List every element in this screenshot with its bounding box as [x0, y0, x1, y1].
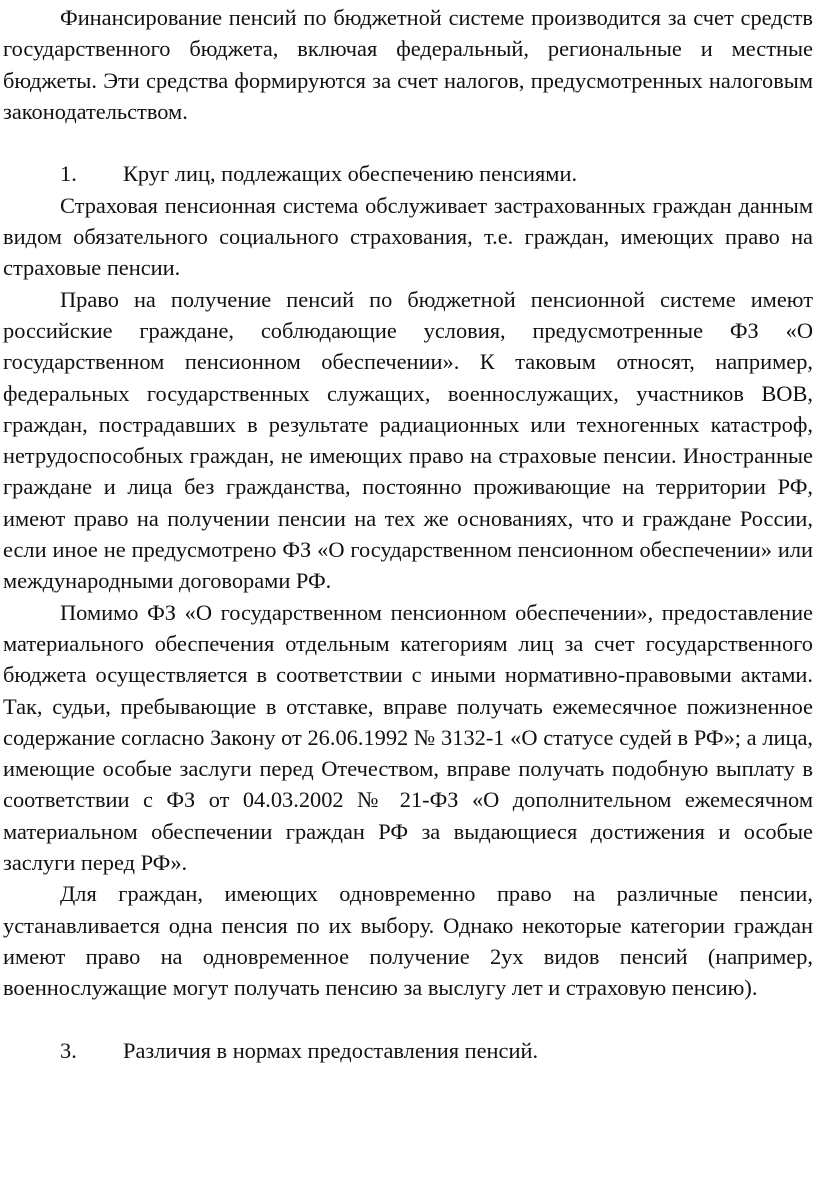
section-number: 3.	[60, 1037, 77, 1063]
paragraph-multiple-pensions: Для граждан, имеющих одновременно право на различные пенсии, устанавливается одна пенсия по их выбору. Однако некоторые категории граждан имеют право на одновременное получение 2ух видов пенсий (например, военнослужащие могут получать пенсию за выслугу лет и страховую пенсию).	[3, 881, 813, 1001]
paragraph-intro: Финансирование пенсий по бюджетной системе производится за счет средств государственного бюджета, включая федеральный, региональные и местные бюджеты. Эти средства формируются за счет налогов, предусмотренных налоговым законодательством.	[3, 5, 813, 124]
paragraph-budget-pension-right: Право на получение пенсий по бюджетной пенсионной системе имеют российские граждане, соблюдающие условия, предусмотренные ФЗ «О государственном пенсионном обеспечении». К таковым относят, например, федеральных государственных служащих, военнослужащих, участников ВОВ, граждан, пострадавших в результате радиационных или техногенных катастроф, нетрудоспособных граждан, не имеющих право на страховые пенсии. Иностранные граждане и лица без гражданства, постоянно проживающие на территории РФ, имеют право на получении пенсии на тех же основаниях, что и граждане России, если иное не предусмотрено ФЗ «О государственном пенсионном обеспечении» или международными договорами РФ.	[3, 286, 813, 594]
section-number: 1.	[60, 161, 77, 187]
paragraph-other-legal-acts: Помимо ФЗ «О государственном пенсионном обеспечении», предоставление материального обеспечения отдельным категориям лиц за счет государственного бюджета осуществляется в соответствии с иными нормативно-правовыми актами. Так, судьи, пребывающие в отставке, вправе получать ежемесячное пожизненное содержание согласно Закону от 26.06.1992 № 3132-1 «О статусе судей в РФ»; а лица, имеющие особые заслуги перед Отечеством, вправе получать подобную выплату в соответствии с ФЗ от 04.03.2002 № 21-ФЗ «О дополнительном ежемесячном материальном обеспечении граждан РФ за выдающиеся достижения и особые заслуги перед РФ».	[3, 599, 813, 876]
section-heading-1	[3, 158, 813, 189]
blank-line	[3, 127, 813, 158]
section-heading-3	[3, 1035, 813, 1066]
blank-line	[3, 1004, 813, 1035]
section-title: Различия в нормах предоставления пенсий.	[123, 1037, 539, 1063]
paragraph-insured-citizens: Страховая пенсионная система обслуживает застрахованных граждан данным видом обязательного социального страхования, т.е. граждан, имеющих право на страховые пенсии.	[3, 192, 813, 281]
section-title: Круг лиц, подлежащих обеспечению пенсиями.	[123, 161, 578, 187]
